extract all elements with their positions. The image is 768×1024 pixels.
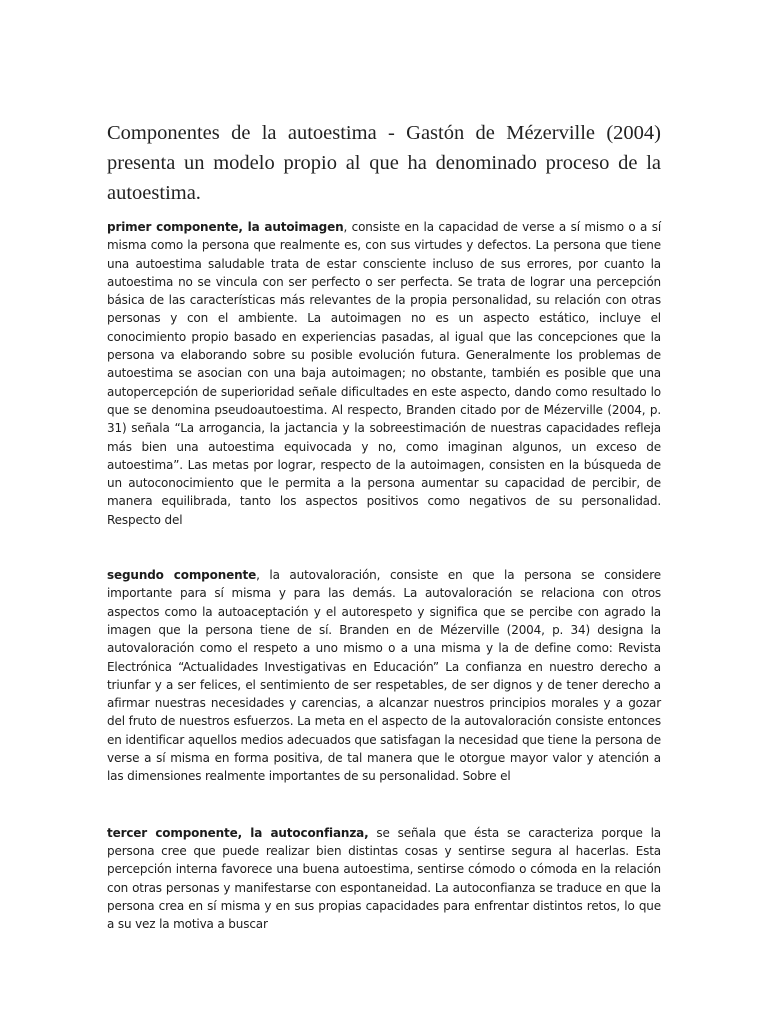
- document-page: [107, 118, 661, 933]
- paragraph-autoconfianza: [107, 824, 661, 934]
- paragraph-body: , la autovaloración, consiste en que la persona se considere importante para sí misma y para las demás. La autovaloración se relaciona con otros aspectos como la autoaceptación y el autorespeto y significa que se percibe con agrado la imagen que la persona tiene de sí. Branden en de Mézerville (2004, p. 34) designa la autovaloración como el respeto a uno mismo o a una misma y la de define como: Revista Electrónica “Actualidades Investigativas en Educación” La confianza en nuestro derecho a triunfar y a ser felices, el sentimiento de ser respetables, de ser dignos y de tener derecho a afirmar nuestras necesidades y carencias, a alcanzar nuestros principios morales y a gozar del fruto de nuestros esfuerzos. La meta en el aspecto de la autovaloración consiste entonces en identificar aquellos medios adecuados que satisfagan la necesidad que tiene la persona de verse a sí misma en forma positiva, de tal manera que le otorgue mayor valor y atención a las dimensiones realmente importantes de su personalidad. Sobre el: [107, 568, 661, 784]
- paragraph-lead: tercer componente, la autoconfianza,: [107, 825, 369, 840]
- document-title: Componentes de la autoestima - Gastón de Mézerville (2004) presenta un modelo propio al que ha denominado proceso de la autoestima.: [107, 122, 661, 204]
- paragraph-body: se señala que ésta se caracteriza porque la persona cree que puede realizar bien distintas cosas y sentirse segura al hacerlas. Esta percepción interna favorece una buena autoestima, sentirse cómodo o cómoda en la relación con otras personas y manifestarse con espontaneidad. La autoconfianza se traduce en que la persona crea en sí misma y en sus propias capacidades para enfrentar distintos retos, lo que a su vez la motiva a buscar: [107, 825, 661, 932]
- paragraph-body: , consiste en la capacidad de verse a sí mismo o a sí misma como la persona que realmente es, con sus virtudes y defectos. La persona que tiene una autoestima saludable trata de estar consciente incluso de sus errores, por cuanto la autoestima no se vincula con ser perfecto o ser perfecta. Se trata de lograr una percepción básica de las características más relevantes de la propia personalidad, su relación con otras personas y con el ambiente. La autoimagen no es un aspecto estático, incluye el conocimiento propio basado en experiencias pasadas, al igual que las concepciones que la persona va elaborando sobre su posible evolución futura. Generalmente los problemas de autoestima se asocian con una baja autoimagen; no obstante, también es posible que una autopercepción de superioridad señale dificultades en este aspecto, dando como resultado lo que se denomina pseudoautoestima. Al respecto, Branden citado por de Mézerville (2004, p. 31) señala “La arrogancia, la jactancia y la sobreestimación de nuestras capacidades refleja más bien una autoestima equivocada y no, como imaginan algunos, un exceso de autoestima”. Las metas por lograr, respecto de la autoimagen, consisten en la búsqueda de un autoconocimiento que le permita a la persona aumentar su capacidad de percibir, de manera equilibrada, tanto los aspectos positivos como negativos de su personalidad. Respecto del: [107, 220, 661, 527]
- paragraph-autoimagen: [107, 218, 661, 529]
- paragraph-autovaloracion: [107, 566, 661, 786]
- paragraph-lead: primer componente, la autoimagen: [107, 220, 344, 234]
- paragraph-lead: segundo componente: [107, 568, 257, 583]
